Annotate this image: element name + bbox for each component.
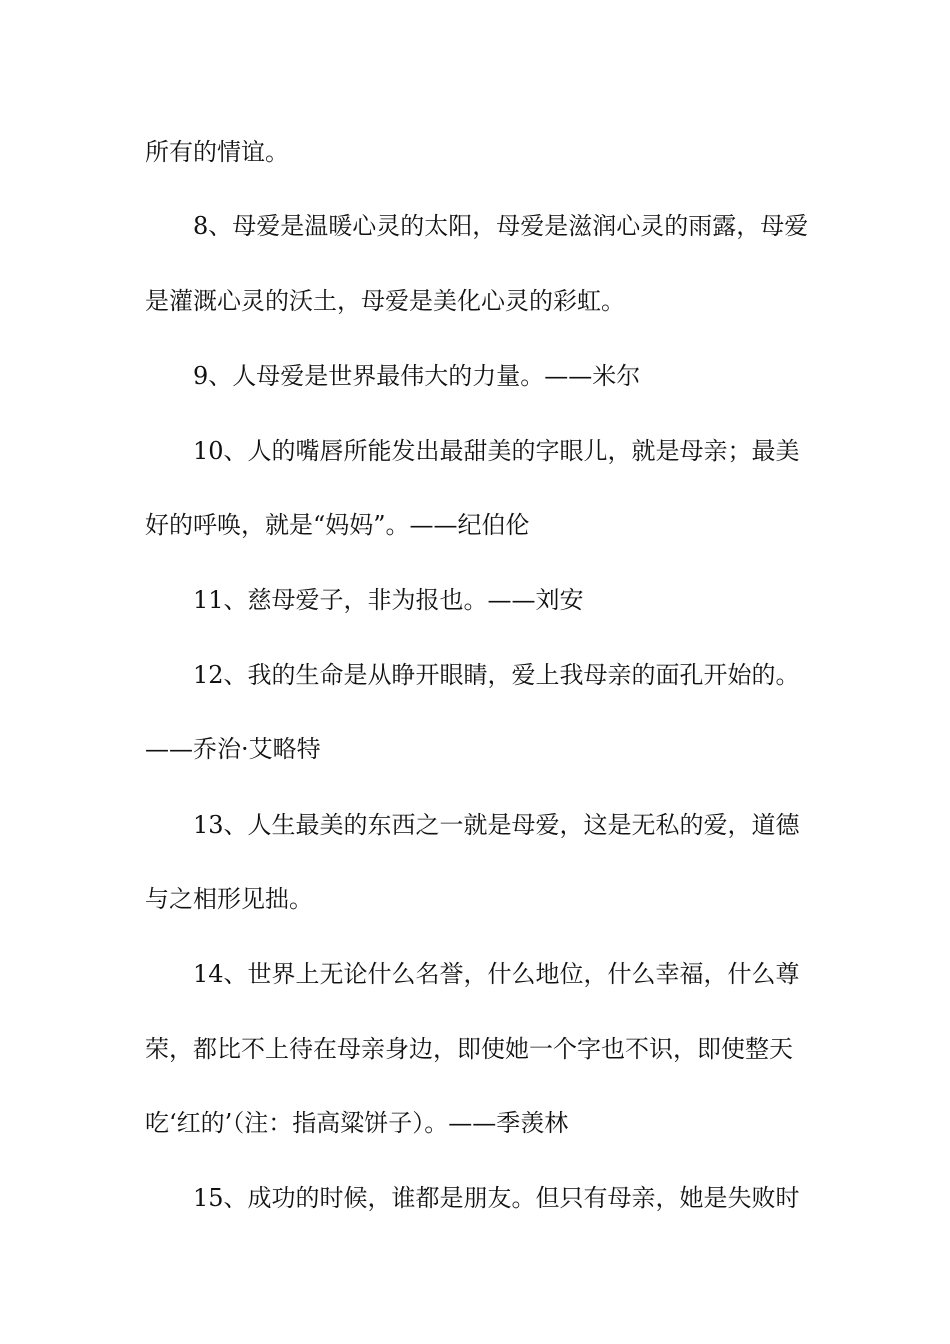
text-line: 所有的情谊。: [145, 138, 289, 166]
quote-15-line-1: 15、成功的时候，谁都是朋友。但只有母亲，她是失败时: [193, 1184, 800, 1212]
quote-13-line-2: 与之相形见拙。: [145, 885, 313, 913]
quote-8-line-2: 是灌溉心灵的沃土，母爱是美化心灵的彩虹。: [145, 287, 625, 315]
quote-8-line-1: 8、母爱是温暖心灵的太阳，母爱是滋润心灵的雨露，母爱: [193, 212, 809, 240]
quote-12-line-1: 12、我的生命是从睁开眼睛，爱上我母亲的面孔开始的。: [193, 661, 800, 689]
quote-10-line-2: 好的呼唤，就是“妈妈”。——纪伯伦: [145, 511, 530, 539]
quote-14-line-3: 吃‘红的’（注：指高粱饼子）。——季羡林: [145, 1109, 569, 1137]
quote-11: 11、慈母爱子，非为报也。——刘安: [193, 586, 584, 614]
quote-10-line-1: 10、人的嘴唇所能发出最甜美的字眼儿，就是母亲；最美: [193, 437, 800, 465]
quote-12-line-2: ——乔治·艾略特: [145, 735, 321, 763]
quote-13-line-1: 13、人生最美的东西之一就是母爱，这是无私的爱，道德: [193, 811, 800, 839]
quote-14-line-1: 14、世界上无论什么名誉，什么地位，什么幸福，什么尊: [193, 960, 800, 988]
quote-14-line-2: 荣，都比不上待在母亲身边，即使她一个字也不识，即使整天: [145, 1035, 793, 1063]
quote-9: 9、人母爱是世界最伟大的力量。——米尔: [193, 362, 641, 390]
